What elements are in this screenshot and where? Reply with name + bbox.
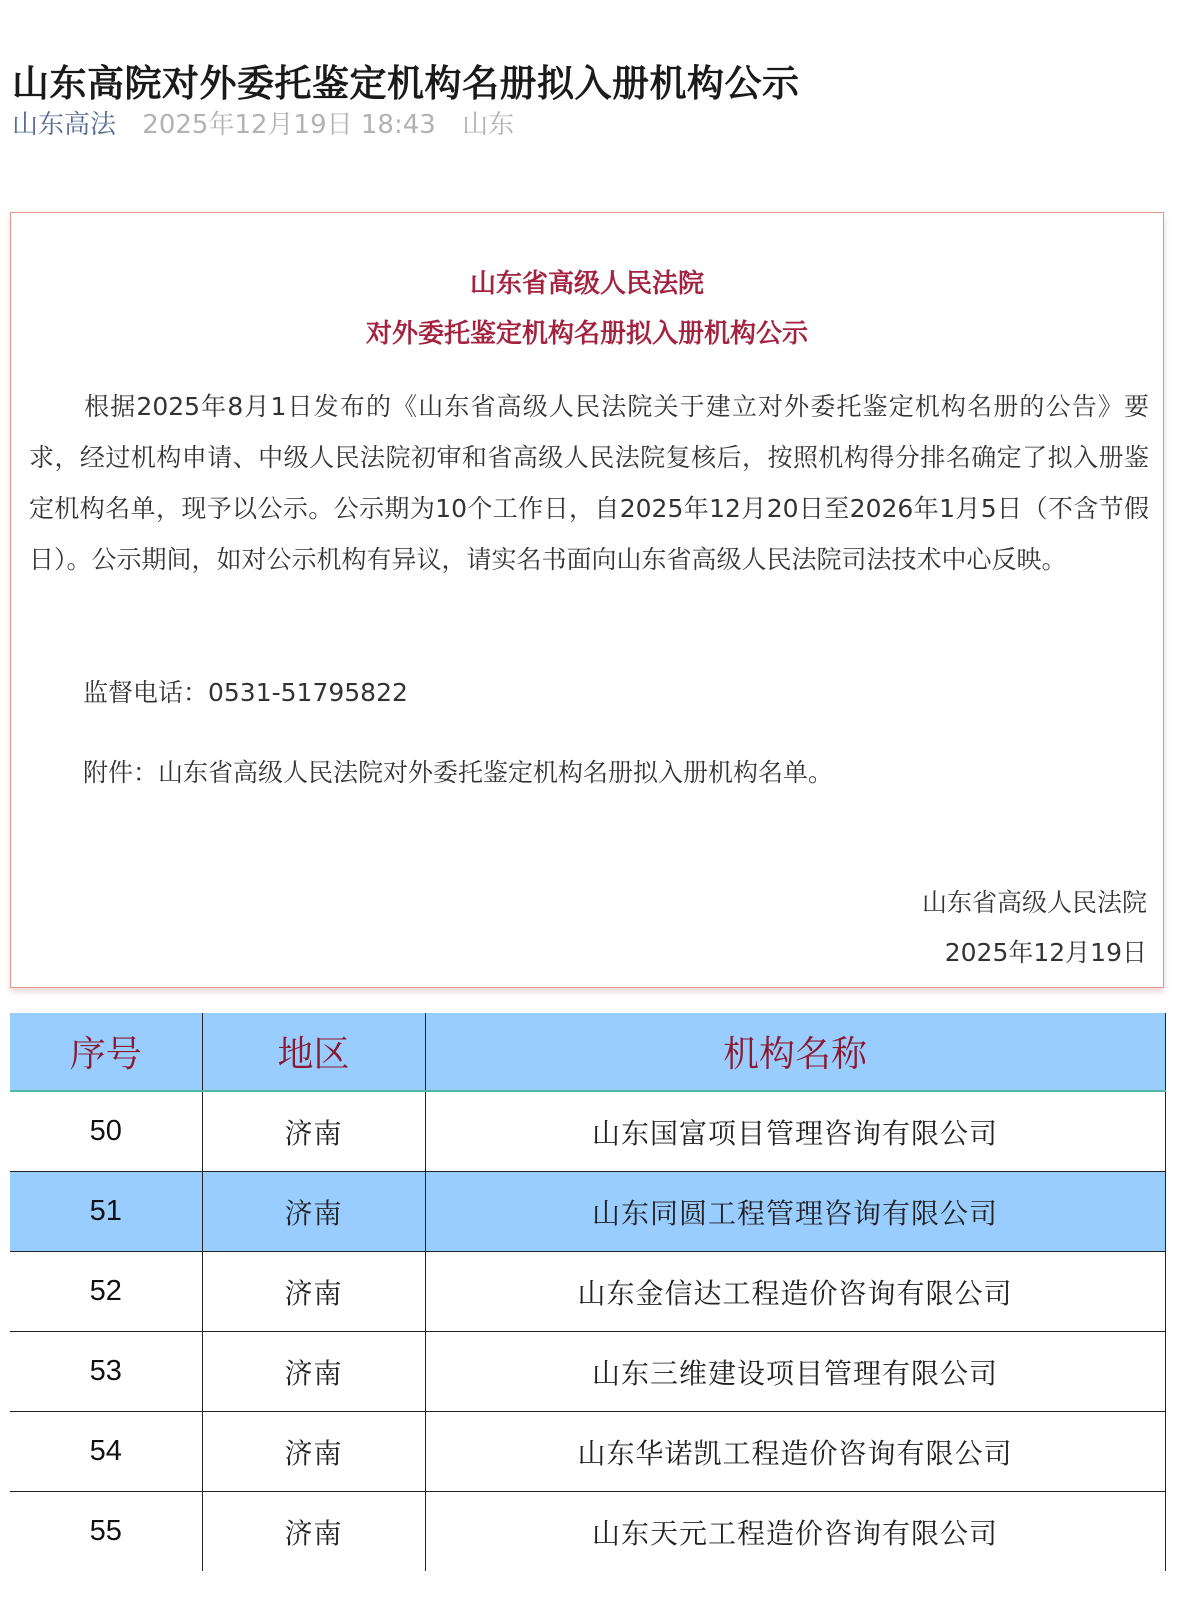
cell-institution-name: 山东三维建设项目管理有限公司: [425, 1332, 1165, 1412]
notice-heading-subject: 对外委托鉴定机构名册拟入册机构公示: [365, 319, 808, 349]
notice-box: [10, 212, 1164, 988]
cell-region: 济南: [202, 1332, 425, 1412]
table-row: [10, 1332, 1165, 1412]
cell-serial-no: 54: [10, 1412, 202, 1492]
header-institution-name: 机构名称: [425, 1013, 1165, 1091]
signature-date: 2025年12月19日: [944, 938, 1147, 967]
cell-serial-no: 55: [10, 1492, 202, 1572]
cell-institution-name: 山东国富项目管理咨询有限公司: [425, 1091, 1165, 1172]
signature-org: 山东省高级人民法院: [921, 888, 1147, 917]
article-title: 山东高院对外委托鉴定机构名册拟入册机构公示: [12, 61, 800, 105]
table-row: [10, 1172, 1165, 1252]
author-link[interactable]: 山东高法: [12, 110, 117, 140]
notice-body-paragraph: [29, 381, 1149, 585]
cell-institution-name: 山东华诺凯工程造价咨询有限公司: [425, 1412, 1165, 1492]
notice-body-text: 根据2025年8月1日发布的《山东省高级人民法院关于建立对外委托鉴定机构名册的公告》要求，经过机构申请、中级人民法院初审和省高级人民法院复核后，按照机构得分排名确定了拟入册鉴定机构名单，现予以公示。公示期为10个工作日，自2025年12月20日至2026年1月5日（不含节假日）。公示期间，如对公示机构有异议，请实名书面向山东省高级人民法院司法技术中心反映。: [29, 392, 1149, 574]
table-row: [10, 1252, 1165, 1332]
table-row: [10, 1412, 1165, 1492]
cell-serial-no: 50: [10, 1091, 202, 1172]
cell-institution-name: 山东天元工程造价咨询有限公司: [425, 1492, 1165, 1572]
table-row: [10, 1091, 1165, 1172]
table-row: [10, 1492, 1165, 1572]
publish-time: 2025年12月19日 18:43: [142, 110, 436, 140]
header-region: 地区: [202, 1013, 425, 1091]
cell-region: 济南: [202, 1252, 425, 1332]
cell-institution-name: 山东金信达工程造价咨询有限公司: [425, 1252, 1165, 1332]
article-meta: [12, 104, 514, 141]
cell-serial-no: 52: [10, 1252, 202, 1332]
publish-location: 山东: [462, 110, 515, 140]
cell-region: 济南: [202, 1172, 425, 1252]
supervision-phone: 监督电话：0531-51795822: [83, 678, 408, 707]
cell-institution-name: 山东同圆工程管理咨询有限公司: [425, 1172, 1165, 1252]
header-serial-no: 序号: [10, 1013, 202, 1091]
cell-serial-no: 53: [10, 1332, 202, 1412]
table-header-row: [10, 1013, 1165, 1091]
cell-region: 济南: [202, 1412, 425, 1492]
attachment-note: 附件：山东省高级人民法院对外委托鉴定机构名册拟入册机构名单。: [83, 758, 834, 787]
institution-table: [10, 1013, 1166, 1571]
notice-heading-court: 山东省高级人民法院: [469, 269, 704, 299]
cell-region: 济南: [202, 1492, 425, 1572]
cell-region: 济南: [202, 1091, 425, 1172]
cell-serial-no: 51: [10, 1172, 202, 1252]
